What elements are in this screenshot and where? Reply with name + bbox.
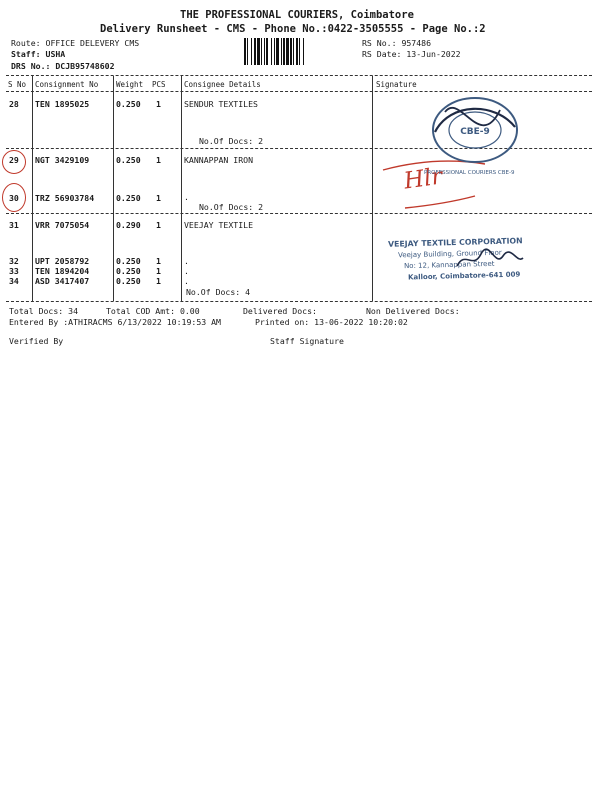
signature-scribble <box>455 248 525 272</box>
row-consignee: . <box>184 192 189 202</box>
row-sno: 32 <box>9 256 19 266</box>
barcode-bar <box>271 38 272 65</box>
row-weight: 0.250 <box>116 155 141 165</box>
barcode-bar <box>264 38 265 65</box>
veejay-stamp-line2: Veejay Building, Ground Floor <box>397 248 502 260</box>
courier-stamp-seal <box>425 92 525 172</box>
row-consignment: ASD 3417407 <box>35 276 90 286</box>
row-weight: 0.250 <box>116 193 141 203</box>
barcode-bar <box>266 38 268 65</box>
drs-label: DRS No.: DCJB95748602 <box>11 61 115 71</box>
barcode-bar <box>261 38 262 65</box>
barcode <box>243 38 349 65</box>
row-consignment: VRR 7075054 <box>35 220 90 230</box>
barcode-bar <box>303 38 304 65</box>
table-bottom-rule <box>6 301 592 302</box>
col-divider-3 <box>181 76 182 301</box>
barcode-bar <box>296 38 298 65</box>
barcode-bar <box>286 38 289 65</box>
row-sno: 28 <box>9 99 19 109</box>
row-consignee: . <box>184 256 189 266</box>
row-consignment: TEN 1894204 <box>35 266 90 276</box>
row-pcs: 1 <box>156 155 161 165</box>
barcode-image <box>243 38 349 65</box>
col-signature: Signature <box>376 80 417 89</box>
row-weight: 0.290 <box>116 220 141 230</box>
row-pcs: 1 <box>156 99 161 109</box>
row-weight: 0.250 <box>116 276 141 286</box>
barcode-bar <box>251 38 252 65</box>
non-delivered-docs: Non Delivered Docs: <box>366 306 460 316</box>
col-sno: S No <box>8 80 27 89</box>
col-consignee: Consignee Details <box>184 80 261 89</box>
group2-rule <box>6 213 592 214</box>
table-top-rule <box>6 75 592 76</box>
row-consignee: VEEJAY TEXTILE <box>184 220 254 230</box>
staff-label: Staff: USHA <box>11 49 66 59</box>
barcode-bar <box>274 38 275 65</box>
row-pcs: 1 <box>156 220 161 230</box>
rs-no: RS No.: 957486 <box>362 38 432 48</box>
row-weight: 0.250 <box>116 256 141 266</box>
courier-stamp-text: PROFESSIONAL COURIERS CBE-9 <box>424 170 515 176</box>
barcode-bar <box>290 38 292 65</box>
row-docs: No.Of Docs: 4 <box>186 287 251 297</box>
row30-ink-circle <box>2 183 26 212</box>
barcode-bar <box>299 38 300 65</box>
veejay-stamp-line4: Kalloor, Coimbatore-641 009 <box>407 270 521 282</box>
col-divider-4 <box>372 76 373 301</box>
row-consignment: TEN 1895025 <box>35 99 90 109</box>
barcode-bar <box>293 38 294 65</box>
rs-date: RS Date: 13-Jun-2022 <box>362 49 461 59</box>
row-weight: 0.250 <box>116 99 141 109</box>
staff-signature: Staff Signature <box>270 336 344 346</box>
col-pcs: PCS <box>152 80 166 89</box>
row-sno: 31 <box>9 220 19 230</box>
barcode-bar <box>254 38 256 65</box>
runsheet-subtitle: Delivery Runsheet - CMS - Phone No.:0422-3505555 - Page No.:2 <box>100 23 486 35</box>
row29-ink-circle <box>2 150 26 174</box>
col-divider-2 <box>113 76 114 301</box>
entered-by: Entered By :ATHIRACMS 6/13/2022 10:19:53 AM <box>9 317 221 327</box>
row-consignee: . <box>184 276 189 286</box>
row-pcs: 1 <box>156 193 161 203</box>
veejay-stamp-line1: VEEJAY TEXTILE CORPORATION <box>387 236 523 249</box>
row-consignment: NGT 3429109 <box>35 155 90 165</box>
drs-value: DCJB95748602 <box>55 61 115 71</box>
row-consignee: . <box>184 266 189 276</box>
row-sno: 29 <box>9 155 19 165</box>
svg-text:CBE-9: CBE-9 <box>460 127 490 137</box>
row-pcs: 1 <box>156 266 161 276</box>
row-sno: 30 <box>9 193 19 203</box>
row-sno: 34 <box>9 276 19 286</box>
barcode-bar <box>257 38 260 65</box>
barcode-bar <box>244 38 246 65</box>
route-label: Route: OFFICE DELEVERY CMS <box>11 38 140 48</box>
verified-by: Verified By <box>9 336 64 346</box>
row-pcs: 1 <box>156 256 161 266</box>
barcode-bar <box>281 38 282 65</box>
handwritten-note: Hlr <box>402 163 445 195</box>
row-docs: No.Of Docs: 2 <box>199 136 264 146</box>
row-sno: 33 <box>9 266 19 276</box>
row-consignment: TRZ 56903784 <box>35 193 95 203</box>
barcode-bar <box>247 38 248 65</box>
total-cod: Total COD Amt: 0.00 <box>106 306 200 316</box>
printed-on: Printed on: 13-06-2022 10:20:02 <box>255 317 408 327</box>
route-value: OFFICE DELEVERY CMS <box>45 38 140 48</box>
row-consignee: SENDUR TEXTILES <box>184 99 258 109</box>
col-divider-1 <box>32 76 33 301</box>
total-docs: Total Docs: 34 <box>9 306 79 316</box>
barcode-bar <box>276 38 279 65</box>
row-pcs: 1 <box>156 276 161 286</box>
staff-value: USHA <box>45 49 66 59</box>
barcode-bar <box>283 38 285 65</box>
col-consignment: Consignment No <box>35 80 99 89</box>
row-consignment: UPT 2058792 <box>35 256 90 266</box>
col-weight: Weight <box>116 80 144 89</box>
row-consignee: KANNAPPAN IRON <box>184 155 254 165</box>
delivered-docs: Delivered Docs: <box>243 306 317 316</box>
row-weight: 0.250 <box>116 266 141 276</box>
company-title: THE PROFESSIONAL COURIERS, Coimbatore <box>180 9 414 21</box>
row-docs: No.Of Docs: 2 <box>199 202 264 212</box>
veejay-stamp-line3: No: 12, Kannappan Street <box>403 259 495 271</box>
